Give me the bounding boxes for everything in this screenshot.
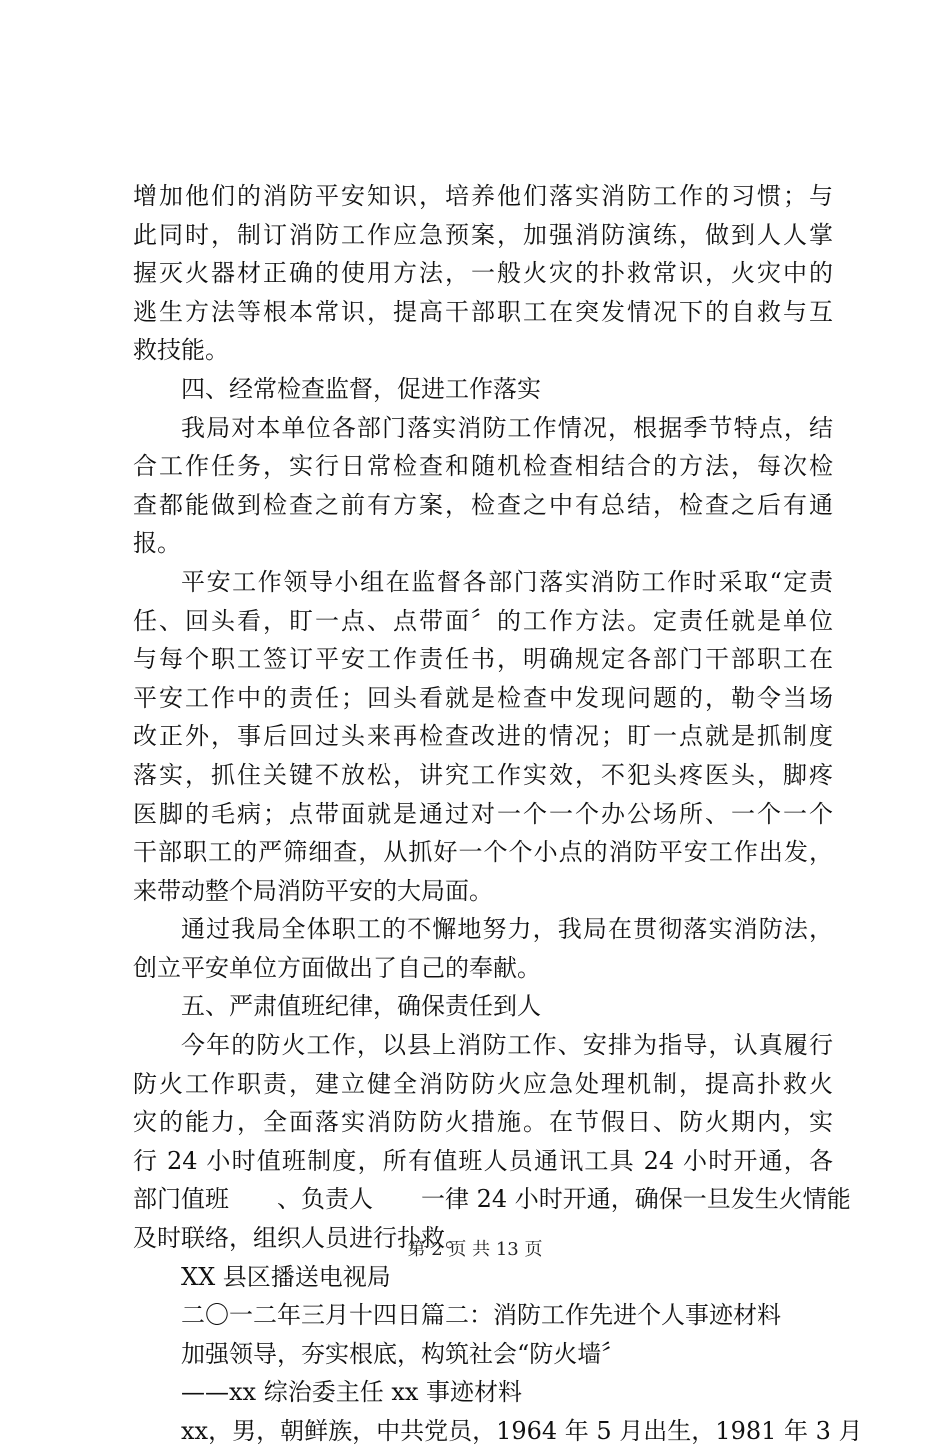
text-line: 落实，抓住关键不放松，讲究工作实效，不犯头疼医头，脚疼 <box>133 760 833 789</box>
text-line: 创立平安单位方面做出了自己的奉献。 <box>133 953 541 982</box>
text-line: 合工作任务，实行日常检查和随机检查相结合的方法，每次检 <box>133 452 833 481</box>
text-line: 来带动整个局消防平安的大局面。 <box>133 876 493 905</box>
text-line: 此同时，制订消防工作应急预案，加强消防演练，做到人人掌 <box>133 220 833 249</box>
text-line: 改正外，事后回过头来再检查改进的情况；盯一点就是抓制度 <box>133 722 833 751</box>
text-line: 四、经常检查监督，促进工作落实 <box>181 374 541 403</box>
text-line: 任、回头看，盯一点、点带面〞的工作方法。定责任就是单位 <box>133 606 833 635</box>
text-line: 与每个职工签订平安工作责任书，明确规定各部门干部职工在 <box>133 645 833 674</box>
text-line: ——xx 综治委主任 xx 事迹材料 <box>181 1378 523 1407</box>
text-line: 灾的能力，全面落实消防防火措施。在节假日、防火期内，实 <box>133 1108 833 1137</box>
text-line: 握灭火器材正确的使用方法，一般火灾的扑救常识，火灾中的 <box>133 259 833 288</box>
text-line: 逃生方法等根本常识，提高干部职工在突发情况下的自救与互 <box>133 297 833 326</box>
text-line: 五、严肃值班纪律，确保责任到人 <box>181 992 541 1021</box>
text-line: 二〇一二年三月十四日篇二：消防工作先进个人事迹材料 <box>181 1301 781 1330</box>
text-line: 平安工作中的责任；回头看就是检查中发现问题的，勒令当场 <box>133 683 833 712</box>
text-line: 救技能。 <box>133 336 229 365</box>
text-line: XX 县区播送电视局 <box>181 1262 391 1291</box>
text-line: 行 24 小时值班制度，所有值班人员通讯工具 24 小时开通，各 <box>133 1146 833 1175</box>
text-line: 平安工作领导小组在监督各部门落实消防工作时采取“定责 <box>181 567 833 596</box>
text-line: 干部职工的严筛细查，从抓好一个个小点的消防平安工作出发， <box>133 838 833 867</box>
text-line: 医脚的毛病；点带面就是通过对一个一个办公场所、一个一个 <box>133 799 833 828</box>
text-line: 防火工作职责，建立健全消防防火应急处理机制，提高扑救火 <box>133 1069 833 1098</box>
text-line: xx，男，朝鲜族，中共党员，1964 年 5 月出生，1981 年 3 月 <box>181 1417 863 1445</box>
page-footer: 第 2 页 共 13 页 <box>407 1239 543 1260</box>
text-line: 报。 <box>133 529 181 558</box>
text-line: 今年的防火工作，以县上消防工作、安排为指导，认真履行 <box>181 1031 833 1060</box>
text-line: 加强领导，夯实根底，构筑社会“防火墙〞 <box>181 1339 626 1368</box>
text-line: 及时联络，组织人员进行扑救。 <box>133 1224 469 1253</box>
text-line: 通过我局全体职工的不懈地努力，我局在贯彻落实消防法， <box>181 915 833 944</box>
text-line: 部门值班 、负责人 一律 24 小时开通，确保一旦发生火情能 <box>133 1185 851 1214</box>
text-line: 查都能做到检查之前有方案，检查之中有总结，检查之后有通 <box>133 490 833 519</box>
text-line: 增加他们的消防平安知识，培养他们落实消防工作的习惯；与 <box>133 182 833 210</box>
text-line: 我局对本单位各部门落实消防工作情况，根据季节特点，结 <box>181 413 833 442</box>
